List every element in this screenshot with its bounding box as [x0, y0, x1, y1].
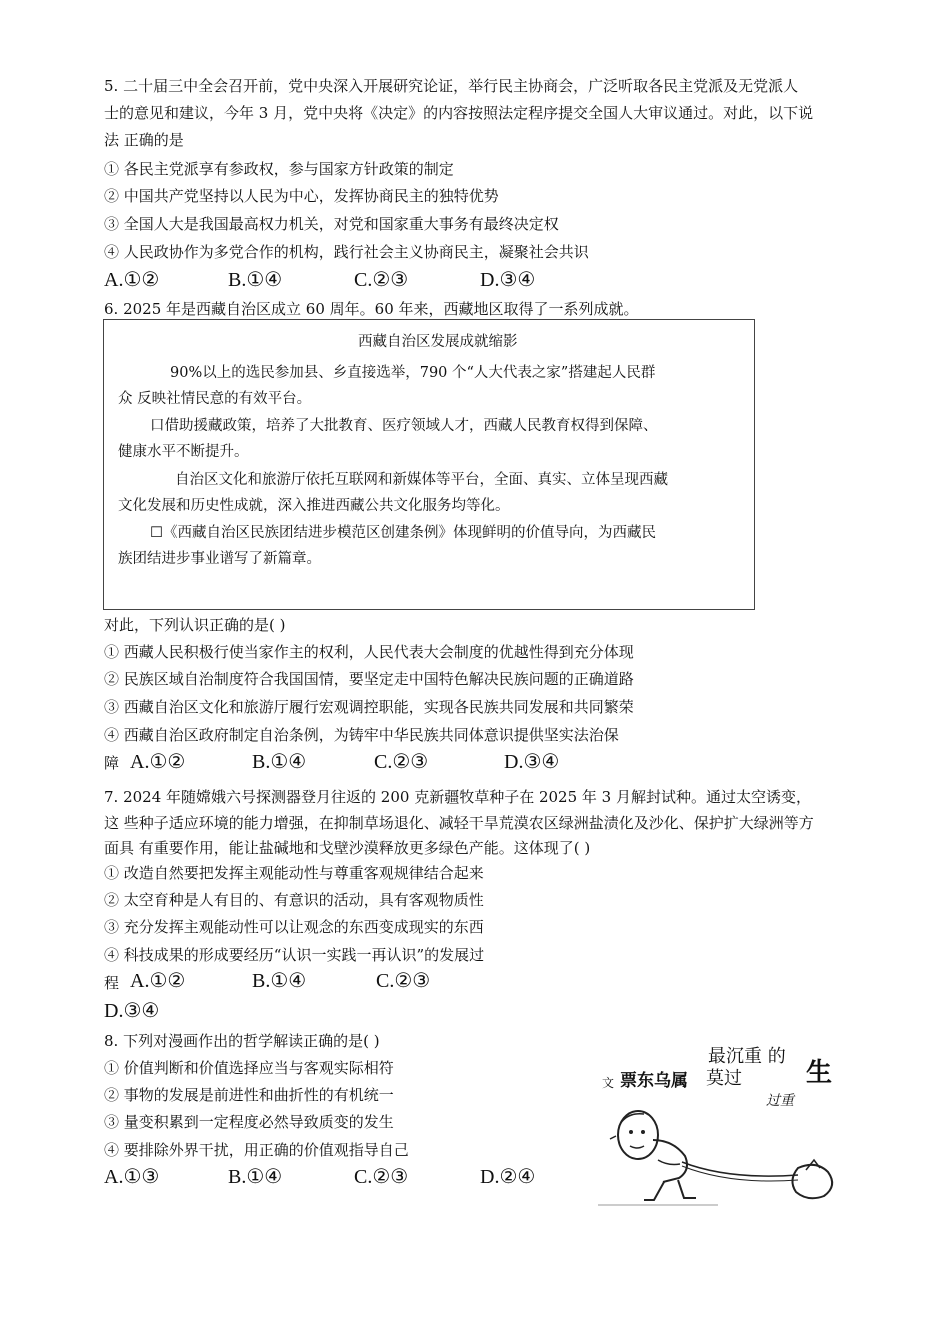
q6-box-title: 西藏自治区发展成就缩影 — [358, 334, 518, 350]
q8-option-d: D.②④ — [480, 1166, 536, 1188]
q8-stem: 8. 下列对漫画作出的哲学解读正确的是( ) — [104, 1032, 380, 1050]
q6-box-p2-line1: 口借助援藏政策，培养了大批教育、医疗领域人才，西藏人民教育权得到保障、 — [150, 418, 658, 434]
q6-option-b: B.①④ — [252, 751, 307, 773]
q8-option-b: B.①④ — [228, 1166, 283, 1188]
q6-statement-4: ④ 西藏自治区政府制定自治条例，为铸牢中华民族共同体意识提供坚实法治保 — [104, 726, 619, 744]
cartoon-caption-heavy: 过重 — [766, 1093, 794, 1109]
q6-option-c: C.②③ — [374, 751, 429, 773]
q6-box-p3-line1: 自治区文化和旅游厅依托互联网和新媒体等平台，全面、真实、立体呈现西藏 — [175, 472, 668, 488]
q8-option-a: A.①③ — [104, 1166, 160, 1188]
q8-option-c: C.②③ — [354, 1166, 409, 1188]
q5-option-b: B.①④ — [228, 269, 283, 291]
q6-statement-3: ③ 西藏自治区文化和旅游厅履行宏观调控职能，实现各民族共同发展和共同繁荣 — [104, 698, 634, 716]
q7-option-b: B.①④ — [252, 970, 307, 992]
q6-question: 对此，下列认识正确的是( ) — [104, 616, 286, 634]
q5-option-d: D.③④ — [480, 269, 536, 291]
q7-option-c: C.②③ — [376, 970, 431, 992]
q6-box-p4-line2: 族团结进步事业谱写了新篇章。 — [118, 551, 321, 567]
q8-statement-3: ③ 量变积累到一定程度必然导致质变的发生 — [104, 1113, 394, 1131]
q6-box-p1-line1: 90%以上的选民参加县、乡直接选举，790 个“人大代表之家”搭建起人民群 — [170, 365, 656, 381]
q5-option-c: C.②③ — [354, 269, 409, 291]
cartoon-caption-author: 文 — [602, 1076, 615, 1090]
q7-stem-line1: 7. 2024 年随嫦娥六号探测器登月往返的 200 克新疆牧草种子在 2025 年 3 月解封试种。通过太空诱变， — [104, 788, 811, 806]
q6-box-p4-line1: ☐《西藏自治区民族团结进步模范区创建条例》体现鲜明的价值导向，为西藏民 — [150, 525, 656, 541]
q5-statement-2: ② 中国共产党坚持以人民为中心，发挥协商民主的独特优势 — [104, 187, 499, 205]
q7-statement-3: ③ 充分发挥主观能动性可以让观念的东西变成现实的东西 — [104, 918, 484, 936]
cartoon-caption-word: 票东乌属 — [620, 1071, 688, 1091]
q8-statement-4: ④ 要排除外界干扰，用正确的价值观指导自己 — [104, 1141, 409, 1159]
q6-statement-2: ② 民族区域自治制度符合我国国情，要坚定走中国特色解决民族问题的正确道路 — [104, 670, 634, 688]
q5-stem-line3: 法 正确的是 — [104, 131, 184, 149]
q5-statement-3: ③ 全国人大是我国最高权力机关，对党和国家重大事务有最终决定权 — [104, 215, 559, 233]
q8-statement-1: ① 价值判断和价值选择应当与客观实际相符 — [104, 1059, 394, 1077]
q7-option-a: A.①② — [130, 970, 186, 992]
q7-statement-4: ④ 科技成果的形成要经历“认识一实践一再认识”的发展过 — [104, 946, 485, 964]
cartoon-drawing — [598, 1040, 848, 1210]
q7-statement-4-tail: 程 — [104, 974, 120, 992]
q6-statement-4-tail: 障 — [104, 754, 120, 772]
cartoon-caption-char: 生 — [806, 1058, 833, 1088]
q6-option-a: A.①② — [130, 751, 186, 773]
q5-stem-line2: 士的意见和建议，今年 3 月，党中央将《决定》的内容按照法定程序提交全国人大审议通过。对此，以下说 — [104, 104, 814, 122]
q6-statement-1: ① 西藏人民积极行使当家作主的权利，人民代表大会制度的优越性得到充分体现 — [104, 643, 634, 661]
q8-statement-2: ② 事物的发展是前进性和曲折性的有机统一 — [104, 1086, 394, 1104]
cartoon-illustration — [598, 1040, 848, 1210]
q7-stem-line2: 这 些种子适应环境的能力增强，在抑制草场退化、减轻干旱荒漠农区绿洲盐渍化及沙化、保护扩大绿洲等方 — [104, 814, 814, 832]
q5-statement-4: ④ 人民政协作为多党合作的机构，践行社会主义协商民主，凝聚社会共识 — [104, 243, 589, 261]
q7-option-d: D.③④ — [104, 1000, 160, 1022]
cartoon-caption-top: 最沉重 的 — [708, 1046, 786, 1067]
q6-stem: 6. 2025 年是西藏自治区成立 60 周年。60 年来，西藏地区取得了一系列成就。 — [104, 300, 639, 318]
q7-statement-2: ② 太空育种是人有目的、有意识的活动，具有客观物质性 — [104, 891, 484, 909]
q5-statement-1: ① 各民主党派享有参政权，参与国家方针政策的制定 — [104, 160, 454, 178]
cartoon-caption-mid: 莫过 — [706, 1068, 742, 1089]
q6-box-p3-line2: 文化发展和历史性成就，深入推进西藏公共文化服务均等化。 — [118, 498, 510, 514]
q6-box-p2-line2: 健康水平不断提升。 — [118, 444, 249, 460]
q6-box-p1-line2: 众 反映社情民意的有效平台。 — [118, 391, 312, 407]
q7-statement-1: ① 改造自然要把发挥主观能动性与尊重客观规律结合起来 — [104, 864, 484, 882]
q5-option-a: A.①② — [104, 269, 160, 291]
q6-option-d: D.③④ — [504, 751, 560, 773]
q5-stem-line1: 5. 二十届三中全会召开前，党中央深入开展研究论证，举行民主协商会，广泛听取各民主党派及无党派人 — [104, 77, 799, 95]
q7-stem-line3: 面具 有重要作用，能让盐碱地和戈壁沙漠释放更多绿色产能。这体现了( ) — [104, 839, 591, 857]
